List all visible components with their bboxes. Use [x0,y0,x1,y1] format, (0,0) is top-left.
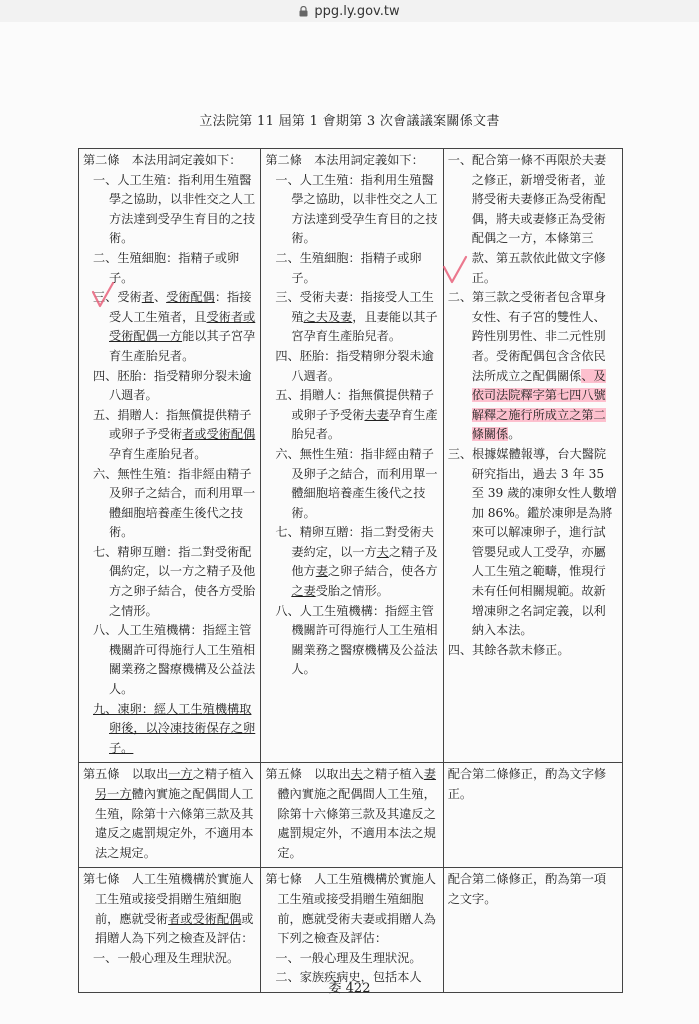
text-run: 四、胚胎：指受精卵分裂未逾八週者。 [275,348,434,383]
article-item [265,347,437,386]
article-item [83,621,255,699]
underlined-text: 受術配偶 [166,290,215,305]
text-run: 體內實施之配偶間人工生殖，除第十六條第三款及其違反之處罰規定外，不適用本法之規定。 [277,787,436,860]
red-check-mark-2 [441,254,469,286]
underlined-text: 者或受術配偶 [182,427,256,442]
underlined-text: 一方 [168,767,193,782]
page-number: 委 422 [328,981,371,996]
explanation-item [448,151,617,288]
text-run: 配合第二條修正，酌為第一項之文字。 [447,872,607,906]
text-run: 二、生殖細胞：指精子或卵子。 [93,250,240,285]
article-item [265,445,437,523]
explanation-item [448,445,617,641]
text-run: 七、精卵互贈：指二對受術配偶約定，以一方之精子及他方之卵子結合，使各方受胎之情形。 [93,544,256,618]
article-text [265,870,437,948]
text-run: 三、根據媒體報導，台大醫院研究指出，過去 3 年 35 至 39 歲的凍卵女性人數增加 86%。鑑於凍卵是為將來可以解凍卵子，進行試管嬰兒或人工受孕，亦屬人工生殖之範疇，惟現行未有任何相關規範。故新增凍卵之名詞定義，以利納入本法。 [447,446,617,638]
article-item: 二、家族疾病史，包括本人 [275,970,422,985]
underlined-text: 者或受術配 [168,911,230,926]
text-run: 六、無性生殖：指非經由精子及卵子之結合，而利用單一體細胞培養產生後代之技術。 [275,446,438,520]
explanation-items [448,151,617,660]
text-run: 之精子植入 [192,767,254,782]
text-run: ，且妻能以其子宮孕育生產胎兒者。 [291,309,438,344]
explanation-cell [443,763,622,868]
highlighted-text: 、及依司法院釋字第七四八號解釋之施行所成立之第二條關係 [471,368,606,442]
article-items [83,171,255,759]
article-item [265,249,437,288]
text-run: 之卵子結合，使各方 [327,564,438,579]
underlined-text: 夫 [350,767,363,782]
article-text [265,765,437,863]
article-item [83,543,255,621]
article-item [265,171,437,249]
text-run: 五、捐贈人：指無償提供精子或卵子予受術 [275,388,434,422]
lock-icon [299,6,308,17]
explanation-item [448,288,617,445]
text-run: 一、人工生殖：指利用生殖醫學之協助，以非性交之人工方法達到受孕生育目的之技術。 [93,172,256,246]
text-run: 。 [508,427,521,442]
text-run: 之精子植入 [362,767,424,782]
text-run: 四、其餘各款未修正。 [447,642,570,657]
text-run: 配合第二條修正，酌為文字修正。 [447,767,607,801]
underlined-text: 另一方 [95,787,132,801]
proposed-article-cell [79,763,261,868]
article-item [83,171,255,249]
text-run: 、 [153,290,167,305]
article-item: 一、一般心理及生理狀況。 [275,950,422,965]
table-row [79,149,623,763]
text-run: 五、捐贈人：指無償提供精子或卵子予受術 [93,407,252,442]
url-text: ppg.ly.gov.tw [314,3,400,19]
underlined-text: 妻 [315,564,328,579]
browser-url-bar[interactable] [0,0,699,23]
underlined-text: 之妻 [291,584,316,599]
text-run: 體內實施之配偶間人工生殖，除第十六條第三款及其違反之處罰規定外，不適用本法之規定。 [95,787,254,860]
article-items [265,171,437,680]
text-run: 受胎之情形。 [315,584,389,599]
current-article-cell [261,763,443,868]
red-check-mark-1 [90,280,116,310]
text-run: 三、受術 [93,290,142,305]
text-run: 第七條 人工生殖機構於實施人工生殖或接受捐贈生殖細胞前，應就受術夫妻或捐贈人為下列之檢查及評估： [265,872,436,946]
document-page [0,22,699,1024]
text-run: 孕育生產胎兒者。 [291,407,438,442]
underlined-text: 妻 [423,767,436,782]
text-run: 第五條 以取出 [265,767,351,782]
article-item [83,700,255,759]
table-row [79,868,623,993]
underlined-text: 者 [141,290,154,305]
text-run: 八、人工生殖機構：指經主管機關許可得施行人工生殖相關業務之醫療機構及公益法人。 [93,623,256,697]
underlined-text: 之夫及妻 [303,309,353,324]
text-run: 三、受術夫妻：指接受人工生殖 [275,290,434,324]
text-run: 一、配合第一條不再限於夫妻之修正，新增受術者，並將受術夫妻修正為受術配偶，將夫或妻修正為受術配偶之一方，本條第三款、第五款依此做文字修正。 [447,153,607,285]
current-article-cell [261,868,443,993]
underlined-text: 受術者或受術配偶一方 [109,309,256,344]
text-run: 孕育生產胎兒者。 [109,446,207,461]
explanation-item [448,641,617,661]
document-title: 立法院第 11 屆第 1 會期第 3 次會議議案關係文書 [199,114,500,129]
text-run: 或捐贈人為下列之檢查及評估： [95,911,254,946]
article-text [83,870,255,948]
text-run: 八、人工生殖機構：指經主管機關許可得施行人工生殖相關業務之醫療機構及公益法人。 [275,603,438,677]
article-heading: 第二條 本法用詞定義如下： [265,153,424,167]
text-run: 之精子及他方 [291,544,438,579]
underlined-text: 九、凍卵：經人工生殖機構取卵後，以冷凍技術保存之卵子。 [93,701,256,755]
text-run: 能以其子宮孕育生產胎兒者。 [109,329,256,363]
text-run: 二、生殖細胞：指精子或卵子。 [275,250,422,285]
text-run: 六、無性生殖：指非經由精子及卵子之結合，而利用單一體細胞培養產生後代之技術。 [93,466,256,540]
article-item [83,367,255,406]
text-run: 一、人工生殖：指利用生殖醫學之協助，以非性交之人工方法達到受孕生育目的之技術。 [275,172,438,246]
explanation-text [448,870,617,909]
text-run: ：指接受人工生殖者，且 [109,290,252,324]
text-run: 第五條 以取出 [83,767,169,782]
current-article-cell [261,149,443,763]
underlined-text: 夫妻 [364,407,389,422]
explanation-cell [443,868,622,993]
underlined-text: 偶 [229,911,242,926]
table-row [79,763,623,868]
article-item [265,523,437,601]
article-item [83,465,255,543]
article-item: 一、一般心理及生理狀況。 [93,950,240,965]
proposed-article-cell [79,149,261,763]
proposed-article-cell [79,868,261,993]
article-item [265,602,437,680]
article-heading: 第二條 本法用詞定義如下： [83,153,242,167]
comparison-table [78,148,623,993]
article-item [83,406,255,465]
text-run: 七、精卵互贈：指二對受術夫妻約定，以一方 [275,525,434,559]
underlined-text: 夫 [376,544,389,559]
explanation-cell [443,149,622,763]
article-item [265,288,437,347]
text-run: 四、胚胎：指受精卵分裂未逾八週者。 [93,368,252,403]
article-item [265,386,437,445]
explanation-text [448,765,617,804]
text-run: 二、第三款之受術者包含單身女性、有子宮的雙性人、跨性別男性、非二元性別者。受術配偶包含含依民法所成立之配偶關係 [447,290,607,383]
text-run: 第七條 人工生殖機構於實施人工生殖或接受捐贈生殖細胞前，應就受術 [83,872,254,926]
article-text [83,765,255,863]
